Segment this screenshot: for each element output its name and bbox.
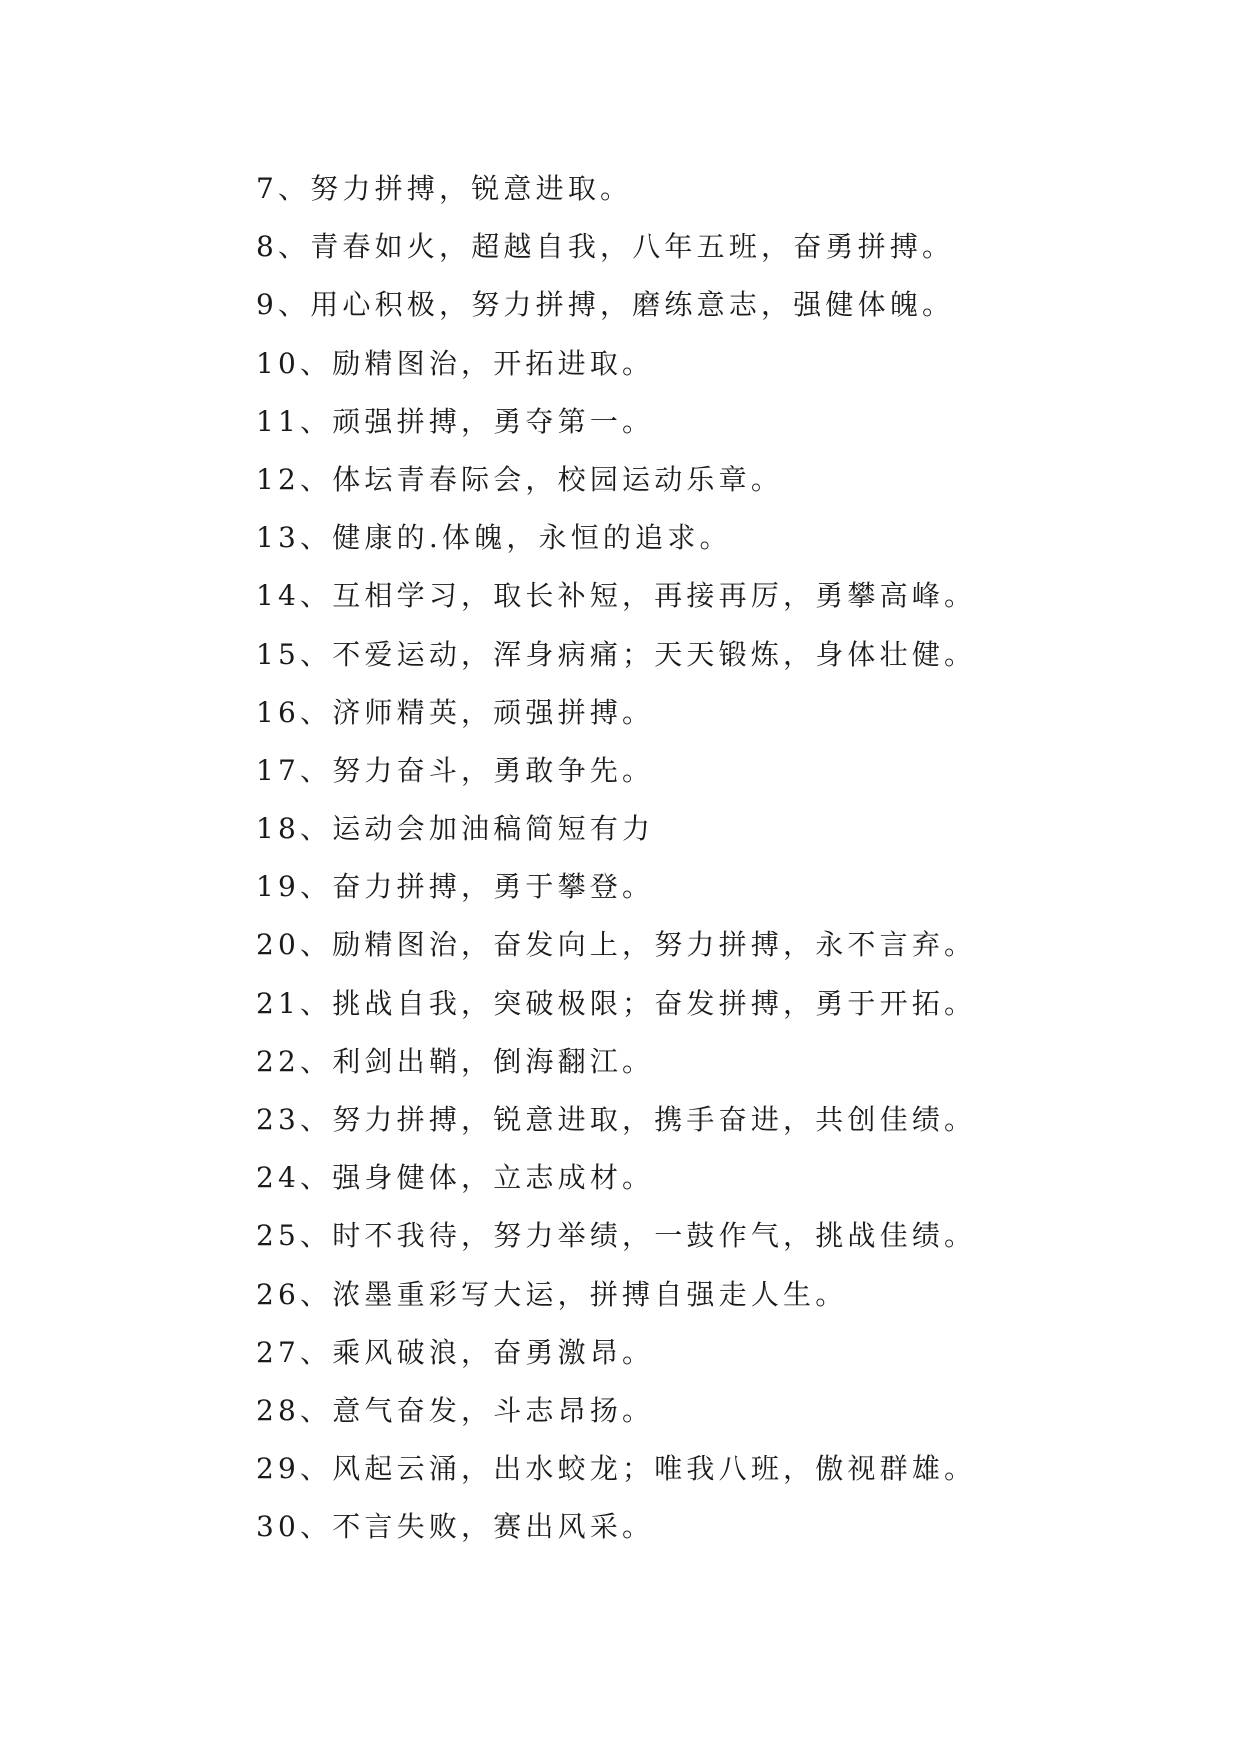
slogan-line: 18、运动会加油稿简短有力: [256, 812, 655, 846]
slogan-line: 16、济师精英，顽强拼搏。: [256, 695, 655, 729]
slogan-line: 11、顽强拼搏，勇夺第一。: [256, 404, 655, 438]
slogan-line: 9、用心积极，努力拼搏，磨练意志，强健体魄。: [256, 288, 955, 322]
slogan-line: 30、不言失败，赛出风采。: [256, 1510, 655, 1544]
slogan-line: 14、互相学习，取长补短，再接再厉，勇攀高峰。: [256, 579, 977, 613]
slogan-line: 23、努力拼搏，锐意进取，携手奋进，共创佳绩。: [256, 1103, 977, 1136]
slogan-line: 22、利剑出鞘，倒海翻江。: [256, 1044, 655, 1078]
slogan-line: 19、奋力拼搏，勇于攀登。: [256, 870, 655, 904]
slogan-line: 7、努力拼搏，锐意进取。: [256, 172, 633, 205]
slogan-line: 25、时不我待，努力举绩，一鼓作气，挑战佳绩。: [256, 1219, 977, 1253]
slogan-line: 24、强身健体，立志成材。: [256, 1161, 655, 1195]
slogan-line: 17、努力奋斗，勇敢争先。: [256, 753, 655, 787]
slogan-line: 20、励精图治，奋发向上，努力拼搏，永不言弃。: [256, 928, 977, 962]
slogan-line: 13、健康的.体魄，永恒的追求。: [256, 521, 732, 555]
slogan-line: 12、体坛青春际会，校园运动乐章。: [256, 462, 784, 496]
slogan-line: 28、意气奋发，斗志昂扬。: [256, 1393, 655, 1427]
slogan-line: 15、不爱运动，浑身病痛；天天锻炼，身体壮健。: [256, 637, 977, 671]
slogan-line: 29、风起云涌，出水蛟龙；唯我八班，傲视群雄。: [256, 1452, 977, 1486]
slogan-list: [256, 160, 1156, 1557]
slogan-line: 21、挑战自我，突破极限；奋发拼搏，勇于开拓。: [256, 986, 977, 1020]
slogan-line: 10、励精图治，开拓进取。: [256, 346, 655, 380]
slogan-line: 27、乘风破浪，奋勇激昂。: [256, 1335, 655, 1369]
slogan-line: 8、青春如火，超越自我，八年五班，奋勇拼搏。: [256, 230, 955, 264]
slogan-line: 26、浓墨重彩写大运，拼搏自强走人生。: [256, 1277, 848, 1311]
